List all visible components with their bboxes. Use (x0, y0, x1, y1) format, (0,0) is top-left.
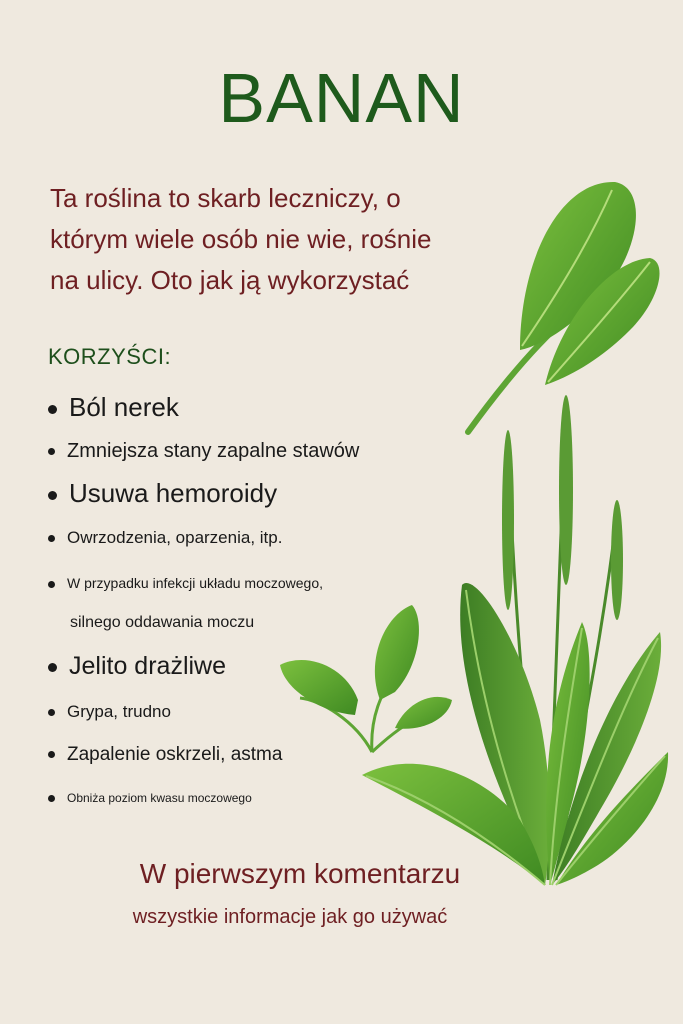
bullet-icon (48, 448, 55, 455)
seedling (280, 605, 452, 752)
benefit-label: Jelito drażliwe (69, 652, 227, 680)
intro-line: na ulicy. Oto jak ją wykorzystać (50, 265, 410, 295)
benefit-item (48, 702, 171, 722)
benefit-item (48, 440, 359, 463)
bullet-icon (48, 405, 57, 414)
benefits-heading: KORZYŚCI: (48, 344, 172, 369)
benefit-label: Zmniejsza stany zapalne stawów (67, 440, 360, 462)
intro-text (50, 178, 530, 301)
benefit-label: Grypa, trudno (67, 702, 171, 721)
bullet-icon (48, 663, 57, 672)
benefit-label: Obniża poziom kwasu moczowego (67, 791, 252, 805)
benefit-item (48, 392, 179, 423)
benefit-item (48, 478, 277, 509)
intro-line: Ta roślina to skarb leczniczy, o (50, 183, 401, 213)
intro-line: którym wiele osób nie wie, rośnie (50, 224, 432, 254)
bullet-icon (48, 491, 57, 500)
benefit-item (48, 744, 282, 766)
bullet-icon (48, 709, 55, 716)
bullet-icon (48, 581, 55, 588)
benefit-item (48, 528, 282, 548)
bullet-icon (48, 795, 55, 802)
benefit-label: W przypadku infekcji układu moczowego, (67, 575, 324, 591)
benefit-item (48, 575, 323, 591)
page-title: BANAN (218, 59, 465, 137)
benefit-continuation: silnego oddawania moczu (70, 614, 255, 631)
benefit-item (48, 652, 226, 681)
bullet-icon (48, 535, 55, 542)
footer-subline: wszystkie informacje jak go używać (132, 906, 448, 928)
benefit-label: Ból nerek (69, 392, 179, 422)
bullet-icon (48, 751, 55, 758)
footer-headline: W pierwszym komentarzu (139, 858, 461, 889)
benefit-label: Owrzodzenia, oparzenia, itp. (67, 528, 283, 547)
benefit-label: Usuwa hemoroidy (69, 478, 278, 508)
benefit-item (48, 791, 252, 805)
benefit-label: Zapalenie oskrzeli, astma (67, 744, 283, 765)
